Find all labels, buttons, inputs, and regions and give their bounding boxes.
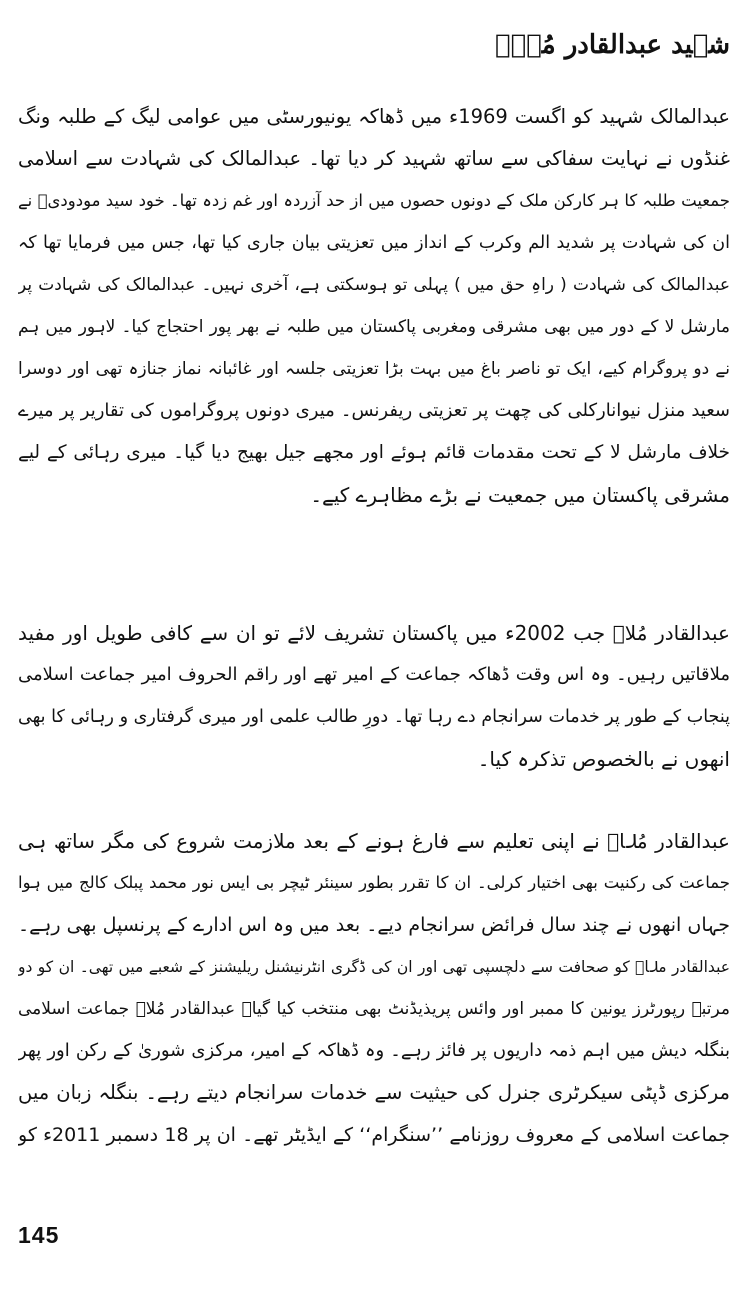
text-line: عبدالمالک شہید کو اگست 1969ء میں ڈھاکہ یونیورسٹی میں عوامی لیگ کے طلبہ ونگ	[18, 105, 730, 128]
text-line: عبدالقادر ملاؔ کو صحافت سے دلچسپی تھی اور ان کی ڈگری انٹرنیشنل ریلیشنز کے شعبے میں تھی۔ ان کو دو	[18, 958, 730, 976]
text-line: انھوں نے بالخصوص تذکرہ کیا۔	[477, 747, 730, 771]
text-line: عبدالمالک کی شہادت ( راہِ حق میں ) پہلی تو ہوسکتی ہے، آخری نہیں۔ عبدالمالک کی شہادت پر	[18, 275, 730, 295]
text-line: ملاقاتیں رہیں۔ وہ اس وقت ڈھاکہ جماعت کے امیر تھے اور راقم الحروف امیر جماعت اسلامی	[18, 664, 730, 685]
text-line: سعید منزل نیوانارکلی کی چھت پر تعزیتی ریفرنس۔ میری دونوں پروگراموں کی تقاریر پر میرے	[18, 400, 730, 421]
text-line: ان کی شہادت پر شدید الم وکرب کے انداز میں تعزیتی بیان جاری کیا تھا، جس میں فرمایا تھا کہ	[18, 233, 730, 253]
text-line: مرتبہ رپورٹرز یونین کا ممبر اور وائس پریذیڈنٹ بھی منتخب کیا گیا۔ عبدالقادر مُلاؔ جماعت اسلامی	[18, 999, 730, 1019]
text-line: پنجاب کے طور پر خدمات سرانجام دے رہا تھا۔ دورِ طالب علمی اور میری گرفتاری و رہائی کا بھی	[18, 707, 730, 727]
text-line: نے دو پروگرام کیے، ایک تو ناصر باغ میں بہت بڑا تعزیتی جلسہ اور غائبانہ نماز جنازہ تھی اور دوسرا	[18, 359, 730, 379]
text-line: جماعت اسلامی کے معروف روزنامے ’’سنگرام‘‘ کے ایڈیٹر تھے۔ ان پر 18 دسمبر 2011ء کو	[18, 1124, 730, 1146]
text-line: مشرقی پاکستان میں جمعیت نے بڑے مظاہرے کیے۔	[310, 483, 730, 507]
page-number: 145	[18, 1222, 60, 1248]
text-line: عبدالقادر مُلاؔ نے اپنی تعلیم سے فارغ ہونے کے بعد ملازمت شروع کی مگر ساتھ ہی	[18, 829, 730, 853]
text-line: مرکزی ڈپٹی سیکرٹری جنرل کی حیثیت سے خدمات سرانجام دیتے رہے۔ بنگلہ زبان میں	[18, 1081, 730, 1104]
text-line: غنڈوں نے نہایت سفاکی سے ساتھ شہید کر دیا تھا۔ عبدالمالک کی شہادت سے اسلامی	[18, 147, 730, 170]
text-line: جہاں انھوں نے چند سال فرائض سرانجام دیے۔ بعد میں وہ اس ادارے کے پرنسپل بھی رہے۔	[18, 914, 730, 936]
text-line: بنگلہ دیش میں اہم ذمہ داریوں پر فائز رہے۔ وہ ڈھاکہ کے امیر، مرکزی شوریٰ کے رکن اور پھر	[18, 1040, 730, 1061]
text-line: جماعت کی رکنیت بھی اختیار کرلی۔ ان کا تقرر بطور سینئر ٹیچر بی ایس نور محمد پبلک کالج میں ہوا	[18, 873, 730, 892]
body-text	[18, 96, 730, 516]
body-text	[18, 820, 730, 1156]
text-line: جمعیت طلبہ کا ہر کارکن ملک کے دونوں حصوں میں از حد آزردہ اور غم زدہ تھا۔ خود سید مودودیؒ نے	[18, 191, 730, 210]
text-line: مارشل لا کے دور میں بھی مشرقی ومغربی پاکستان میں طلبہ نے بھر پور احتجاج کیا۔ لاہور میں ہم	[18, 317, 730, 337]
chapter-heading: شہید عبدالقادر مُلاؔ	[494, 30, 730, 60]
body-text	[18, 612, 730, 780]
text-line: خلاف مارشل لا کے تحت مقدمات قائم ہوئے اور مجھے جیل بھیج دیا گیا۔ میری رہائی کے لیے	[18, 442, 730, 463]
text-line: عبدالقادر مُلاؔ جب 2002ء میں پاکستان تشریف لائے تو ان سے کافی طویل اور مفید	[18, 621, 730, 645]
